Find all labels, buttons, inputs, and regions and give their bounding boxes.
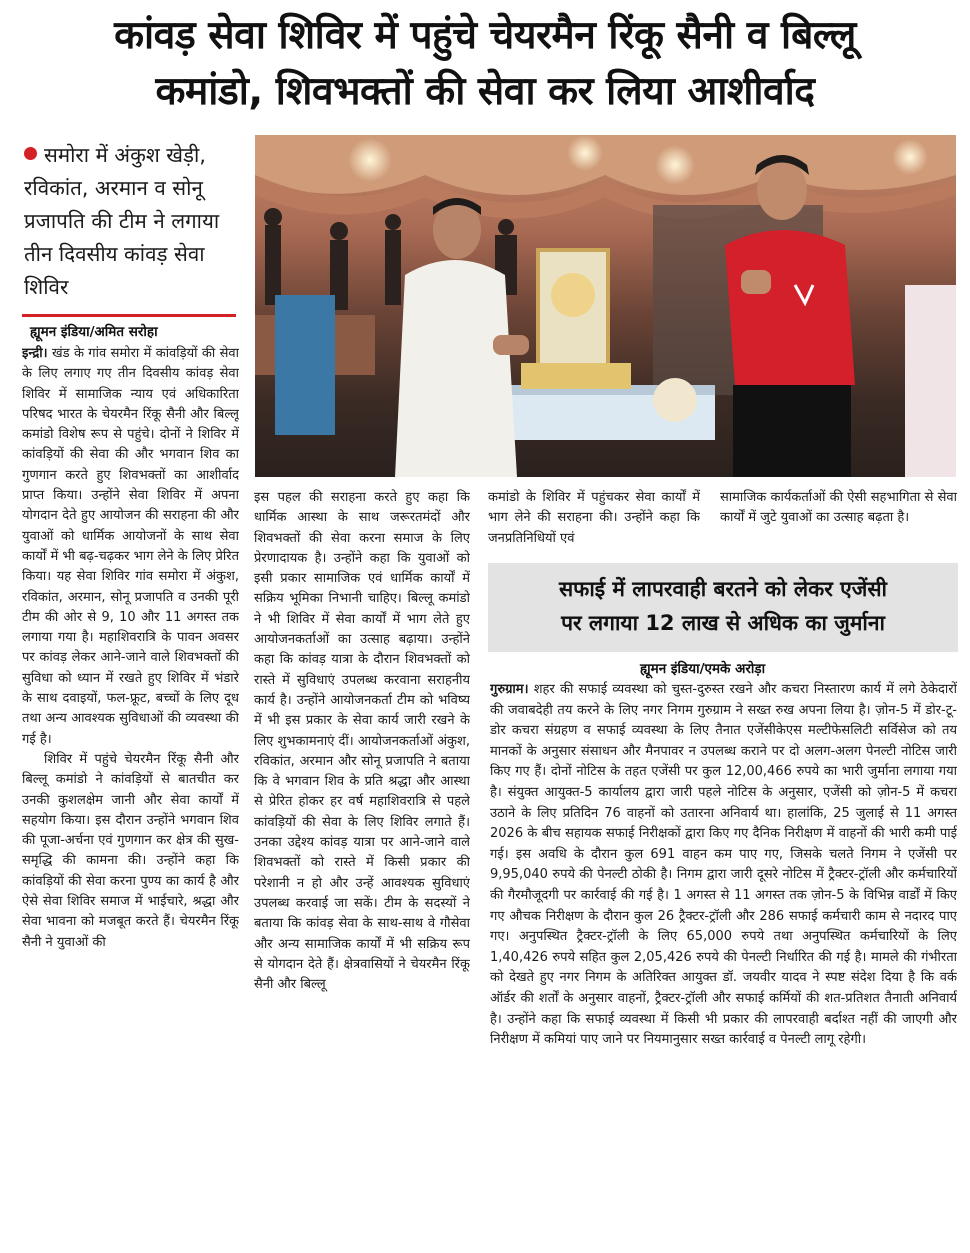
- article2-headline-line-1: सफाई में लापरवाही बरतने को लेकर एजेंसी: [558, 577, 888, 601]
- article1-paragraph-2: शिविर में पहुंचे चेयरमैन रिंकू सैनी और बिल्लू कमांडो ने कांवड़ियों से बातचीत कर उनकी कुशलक्षेम जानी और सेवा कार्यों में सहयोग किया। इस दौरान उन्होंने भगवान शिव की पूजा-अर्चना एवं गुणगान कर क्षेत्र की सुख-समृद्धि की कामना की। उन्होंने कहा कि कांवड़ियों की सेवा करना पुण्य का कार्य है और ऐसे सेवा शिविर समाज में भाईचारे, श्रद्धा और सेवा भावना को मजबूत करते हैं। चेयरमैन रिंकू सैनी ने युवाओं की: [22, 751, 239, 950]
- article2-body: [490, 680, 957, 1236]
- article1-paragraph-3: इस पहल की सराहना करते हुए कहा कि धार्मिक आस्था के साथ जरूरतमंदों और शिवभक्तों की सेवा करना समाज के लिए प्रेरणादायक है। उन्होंने कहा कि युवाओं को इसी प्रकार सामाजिक एवं धार्मिक कार्यों में सक्रिय भूमिका निभानी चाहिए। बिल्लू कमांडो ने भी शिविर में सेवा कार्यों में भाग लेते हुए आयोजनकर्ताओं का उत्साह बढ़ाया। उन्होंने कहा कि कांवड़ यात्रा के दौरान शिवभक्तों को रास्ते में सुविधाएं उपलब्ध करवाना सराहनीय कार्य है। उन्होंने आयोजनकर्ता टीम को भविष्य में भी इस प्रकार के सेवा कार्य जारी रखने के लिए शुभकामनाएं दीं। आयोजनकर्ताओं अंकुश, रविकांत, अरमान और सोनू प्रजापति ने बताया कि वे भगवान शिव के प्रति श्रद्धा और आस्था से प्रेरित होकर हर वर्ष महाशिवरात्रि से पहले कांवड़ियों की सेवा के लिए शिविर लगाते हैं। उनका उद्देश्य कांवड़ यात्रा पर आने-जाने वाले शिवभक्तों को रास्ते में किसी प्रकार की परेशानी न हो और उन्हें आवश्यक सुविधाएं उपलब्ध करवाई जा सकें। टीम के सदस्यों ने बताया कि कांवड़ सेवा के साथ-साथ वे गौसेवा और अन्य सामाजिक कार्यों में भी सक्रिय रूप से योगदान देते हैं। क्षेत्रवासियों ने चेयरमैन रिंकू सैनी और बिल्लू: [254, 490, 470, 993]
- article1-dateline: इन्द्री।: [22, 346, 48, 361]
- news-photo: [255, 135, 956, 477]
- article1-paragraph-4: कमांडो के शिविर में पहुंचकर सेवा कार्यों में भाग लेने की सराहना की। उन्होंने कहा कि जनप्रतिनिधियों एवं: [488, 490, 700, 546]
- article1-column-3: [488, 488, 700, 554]
- highlight-blurb: [24, 139, 246, 309]
- article2-headline-line-2: पर लगाया 12 लाख से अधिक का जुर्माना: [561, 611, 885, 635]
- article2-headline: [494, 572, 952, 640]
- article1-column-4: [720, 488, 957, 554]
- highlight-text: समोरा में अंकुश खेड़ी, रविकांत, अरमान व सोनू प्रजापति की टीम ने लगाया तीन दिवसीय कांवड़ सेवा शिविर: [24, 143, 220, 299]
- photo-illustration: [255, 135, 956, 477]
- article1-paragraph-5: सामाजिक कार्यकर्ताओं की ऐसी सहभागिता से सेवा कार्यों में जुटे युवाओं का उत्साह बढ़ता है।: [720, 490, 957, 526]
- divider-rule: [22, 314, 236, 317]
- article2-dateline: गुरुग्राम।: [490, 682, 529, 697]
- article2-paragraph: गुरुग्राम। शहर की सफाई व्यवस्था को चुस्त-दुरुस्त रखने और कचरा निस्तारण कार्य में लगे ठेकेदारों की जवाबदेही तय करने के लिए नगर निगम गुरुग्राम ने सख्त रुख अपना लिया है। ज़ोन-5 में डोर-टू-डोर कचरा संग्रहण व सफाई व्यवस्था के लिए तैनात एजेंसीकेएस मल्टीफेसलिटी सर्विसेज को तय मानकों के अनुसार संसाधन और मैनपावर न उपलब्ध कराने पर दो अलग-अलग पेनल्टी नोटिस जारी किए गए हैं। दोनों नोटिस के तहत एजेंसी पर कुल 12,00,466 रुपये का भारी जुर्माना लगाया गया है। संयुक्त आयुक्त-5 कार्यालय द्वारा जारी पहले नोटिस के अनुसार, एजेंसी को ज़ोन-5 में कचरा उठाने के लिए प्रतिदिन 76 वाहनों को उतारना अनिवार्य था। हालांकि, 25 जुलाई से 11 अगस्त 2026 के बीच सहायक सफाई निरीक्षकों द्वारा किए गए दैनिक निरीक्षण में वाहनों की भारी कमी पाई गई। इस अवधि के दौरान कुल 691 वाहन कम पाए गए, जिसके चलते निगम ने एजेंसी पर 9,95,040 रुपये की पेनल्टी ठोकी है। निगम द्वारा जारी दूसरे नोटिस में ट्रैक्टर-ट्रॉली और कर्मचारियों की गैरमौजूदगी पर कार्रवाई की गई है। 1 अगस्त से 11 अगस्त तक ज़ोन-5 के विभिन्न वार्डों में किए गए औचक निरीक्षण के दौरान कुल 26 ट्रैक्टर-ट्रॉली और 286 सफाई कर्मचारी काम से नदारद पाए गए। अनुपस्थित ट्रैक्टर-ट्रॉली के लिए 65,000 रुपये तथा अनुपस्थित कर्मचारियों के लिए 1,40,426 रुपये सहित कुल 2,05,426 रुपये की पेनल्टी निर्धारित की गई है। मामले की गंभीरता को देखते हुए नगर निगम के अतिरिक्त आयुक्त डॉ. जयवीर यादव ने स्पष्ट संदेश दिया है कि वर्क ऑर्डर की शर्तों के अनुसार वाहनों, ट्रैक्टर-ट्रॉली और सफाई कर्मियों की शत-प्रतिशत तैनाती अनिवार्य है। उन्होंने कहा कि सफाई व्यवस्था में किसी भी प्रकार की लापरवाही बर्दाश्त नहीं की जाएगी और निरीक्षण में कमियां पाए जाने पर नियमानुसार सख्त कार्रवाई व पेनल्टी लागू रहेगी।: [490, 682, 957, 1048]
- red-bullet-icon: [24, 147, 37, 160]
- article1-paragraph-1: इन्द्री। खंड के गांव समोरा में कांवड़ियों की सेवा के लिए लगाए गए तीन दिवसीय कांवड़ सेवा शिविर में सामाजिक न्याय एवं अधिकारिता परिषद भारत के चेयरमैन रिंकू सैनी और बिल्लू कमांडो विशेष रूप से पहुंचे। दोनों ने शिविर में कांवड़ियों की सेवा की और भगवान शिव का गुणगान करते हुए शिवभक्तों का आशीर्वाद प्राप्त किया। उन्होंने सेवा शिविर में अपना योगदान देते हुए आयोजन की सराहना की और युवाओं को धार्मिक आयोजनों के साथ सेवा कार्यों में भी बढ़-चढ़कर भाग लेने के लिए प्रेरित किया। यह सेवा शिविर गांव समोरा में अंकुश, रविकांत, अरमान, सोनू प्रजापति व उनकी पूरी टीम की ओर से 9, 10 और 11 अगस्त तक लगाया गया है। महाशिवरात्रि के पावन अवसर पर कांवड़ लेकर आने-जाने वाले शिवभक्तों की सुविधा को ध्यान में रखते हुए शिविर में भंडारे के साथ दवाइयों, फल-फ्रूट, बच्चों के लिए दूध तथा अन्य आवश्यक सुविधाओं की व्यवस्था की गई है।: [22, 346, 239, 747]
- article2-byline: ह्यूमन इंडिया/एमके अरोड़ा: [640, 661, 766, 677]
- article1-column-2: [254, 488, 470, 1234]
- headline-line-2: कमांडो, शिवभक्तों की सेवा कर लिया आशीर्वाद: [155, 69, 815, 114]
- article1-column-1: [22, 344, 239, 1234]
- main-headline: [14, 8, 956, 126]
- article1-byline: ह्यूमन इंडिया/अमित सरोहा: [30, 324, 158, 340]
- headline-line-1: कांवड़ सेवा शिविर में पहुंचे चेयरमैन रिंकू सैनी व बिल्लू: [114, 13, 856, 58]
